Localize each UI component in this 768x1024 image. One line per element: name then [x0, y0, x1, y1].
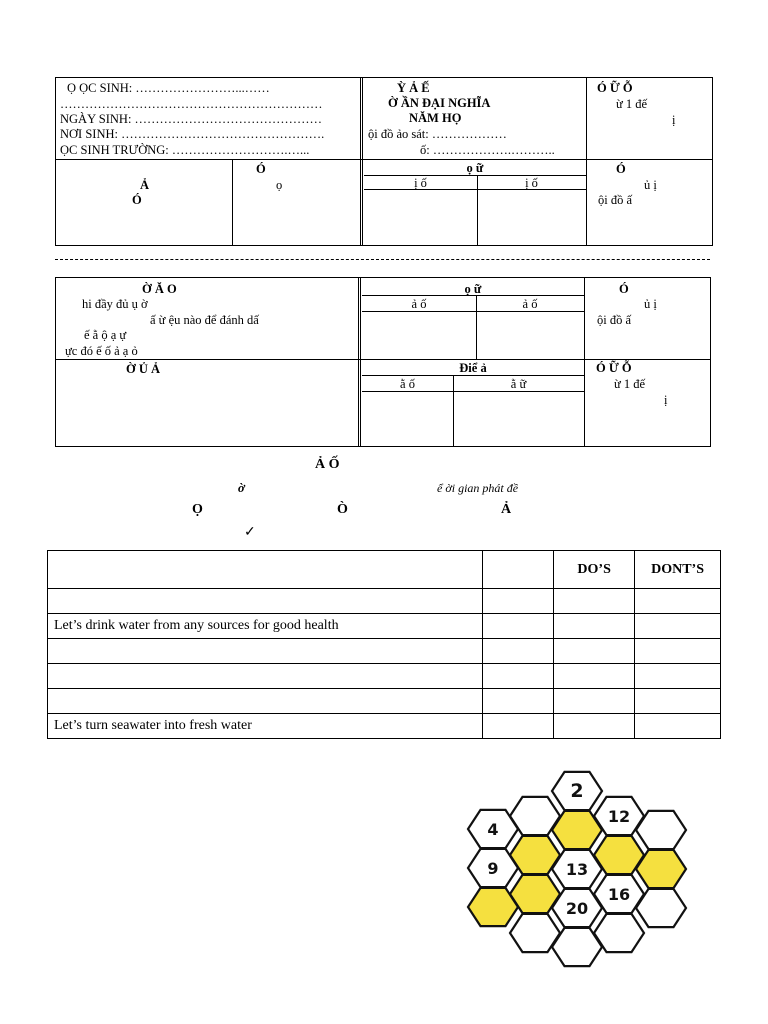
- row-donts-cell[interactable]: [635, 639, 721, 664]
- card2-bot-sub-line: [362, 391, 584, 392]
- card1-student-name-line: Ọ ỌC SINH: ……………………...……: [67, 81, 270, 95]
- honeycomb-number-13: 20: [565, 899, 589, 918]
- card1-sign-title: Ó: [616, 162, 626, 176]
- card2-top-title: ọ ữ: [464, 282, 482, 296]
- cut-line: [55, 259, 710, 260]
- row-cell-blank: [483, 589, 554, 614]
- card1-divider-v3: [232, 159, 233, 246]
- card1-grade-title: ọ ữ: [466, 161, 484, 175]
- exam-part-b: Ò: [337, 502, 348, 517]
- check-mark-icon: ✓: [244, 525, 256, 540]
- header-dos: DO’S: [554, 551, 635, 589]
- row-statement: [48, 664, 483, 689]
- card2-id-title: Ó Ữ Ỗ: [596, 361, 632, 375]
- card2-divider-h: [55, 359, 711, 360]
- card1-bm-line-1: Ó: [256, 162, 266, 176]
- card1-id-note: ị: [672, 113, 676, 127]
- card1-exam-title: Ỳ Ả Ế: [397, 81, 430, 95]
- header-blank: [483, 551, 554, 589]
- card2-score-sub-a: ằ ố: [400, 377, 415, 391]
- card2-top-sub-a: ả ố: [411, 297, 427, 311]
- table-row: [48, 689, 721, 714]
- honeycomb-number-14: 16: [607, 885, 631, 904]
- table-row: [48, 664, 721, 689]
- card2-instr-line-3: ế ằ ộ ạ ự: [84, 328, 127, 342]
- honeycomb-puzzle: [458, 762, 696, 1007]
- card2-left-bottom-title: Ờ Ủ Ả: [126, 362, 161, 376]
- table-row: [48, 614, 721, 639]
- row-dos-cell[interactable]: [554, 589, 635, 614]
- honeycomb-number-3: 4: [487, 820, 499, 839]
- row-statement: Let’s drink water from any sources for good health: [48, 614, 483, 639]
- card1-id-range: ừ 1 đế: [616, 97, 648, 111]
- card1-school-name: Ờ ẦN ĐẠI NGHĨA: [388, 96, 491, 110]
- card1-grade-sub-a: ị ố: [414, 176, 427, 190]
- honeycomb-number-0: 2: [570, 780, 584, 802]
- row-cell-blank: [483, 664, 554, 689]
- row-statement: [48, 639, 483, 664]
- row-donts-cell[interactable]: [635, 714, 721, 739]
- row-cell-blank: [483, 639, 554, 664]
- card1-school: ỌC SINH TRƯỜNG: ……………………….…...: [60, 143, 310, 157]
- card2-sign-title: Ó: [619, 282, 629, 296]
- card2-top-sub-line: [362, 311, 584, 312]
- card2-top-sub-b: ả ố: [522, 297, 538, 311]
- table-row: [48, 639, 721, 664]
- card1-dotted-line: ………………………………………………………: [60, 97, 323, 111]
- header-donts: DONT’S: [635, 551, 721, 589]
- card1-number: ố: ……………….………..: [420, 143, 555, 157]
- card1-bl-line-2: Ó: [132, 193, 142, 207]
- row-statement: [48, 689, 483, 714]
- card1-divider-v: [360, 77, 363, 246]
- card2-instr-line-1: hi đầy đủ ụ ờ: [82, 297, 148, 311]
- card2-id-range: ừ 1 đế: [614, 377, 646, 391]
- card2-divider-v2: [584, 277, 585, 447]
- honeycomb-number-2: 12: [607, 807, 631, 826]
- row-dos-cell[interactable]: [554, 714, 635, 739]
- row-dos-cell[interactable]: [554, 664, 635, 689]
- exam-subtitle-left: ờ: [238, 481, 245, 495]
- card1-school-year: NĂM HỌ: [409, 111, 462, 125]
- row-cell-blank: [483, 614, 554, 639]
- card2-instr-title: Ờ Ă O: [142, 282, 177, 296]
- table-row: [48, 714, 721, 739]
- card1-divider-v2: [586, 77, 587, 246]
- dos-donts-table: [47, 550, 721, 739]
- card1-divider-h: [55, 159, 713, 160]
- card1-sign-line-3: ội đồ ấ: [598, 193, 633, 207]
- honeycomb-cell-18: [594, 914, 644, 952]
- row-dos-cell[interactable]: [554, 689, 635, 714]
- row-dos-cell[interactable]: [554, 614, 635, 639]
- row-donts-cell[interactable]: [635, 689, 721, 714]
- card1-birth-place: NƠI SINH: ………………………………………….: [60, 127, 325, 141]
- honeycomb-cell-12: [468, 888, 518, 926]
- row-cell-blank: [483, 689, 554, 714]
- table-header-row: [48, 551, 721, 589]
- card1-grade-sub-b: ị ố: [525, 176, 538, 190]
- exam-subtitle-right: ể ời gian phát đề: [437, 481, 519, 495]
- card2-divider-v: [358, 277, 361, 447]
- card1-bm-line-2: ọ: [276, 178, 283, 192]
- card2-instr-line-2: ấ ừ ệu nào để đánh dấ: [150, 313, 259, 327]
- honeycomb-cell-4: [552, 811, 602, 849]
- card1-birth-date: NGÀY SINH: ………………………………………: [60, 112, 323, 126]
- card2-score-sub-b: ằ ữ: [510, 377, 527, 391]
- honeycomb-svg: [458, 762, 696, 1007]
- row-statement: Let’s turn seawater into fresh water: [48, 714, 483, 739]
- row-donts-cell[interactable]: [635, 614, 721, 639]
- card2-bot-title-line: [362, 375, 584, 376]
- card1-bl-line-1: Ả: [140, 178, 150, 192]
- row-donts-cell[interactable]: [635, 664, 721, 689]
- honeycomb-cell-15: [636, 889, 686, 927]
- card1-sign-line-2: ủ ị: [644, 178, 657, 192]
- row-donts-cell[interactable]: [635, 589, 721, 614]
- exam-part-a: Ọ: [192, 502, 203, 517]
- honeycomb-cell-11: [636, 850, 686, 888]
- card2-sign-line-2: ủ ị: [644, 297, 657, 311]
- card1-id-title: Ó Ữ Ỗ: [597, 81, 633, 95]
- honeycomb-number-8: 13: [565, 860, 589, 879]
- honeycomb-cell-5: [636, 811, 686, 849]
- honeycomb-number-6: 9: [487, 859, 499, 878]
- card2-sign-line-3: ội đồ ấ: [597, 313, 632, 327]
- card2-id-note: ị: [664, 393, 668, 407]
- card2-score-title: Điể ả: [459, 361, 487, 375]
- row-dos-cell[interactable]: [554, 639, 635, 664]
- row-statement: [48, 589, 483, 614]
- row-cell-blank: [483, 714, 554, 739]
- exam-title: Ả Ố: [315, 457, 340, 472]
- card2-instr-line-4: ực đó ế ố ả ạ ỏ: [65, 344, 138, 358]
- exam-part-c: Ả: [501, 502, 512, 517]
- header-statement: [48, 551, 483, 589]
- table-row: [48, 589, 721, 614]
- card1-council: ội đồ ảo sát: ………………: [368, 127, 507, 141]
